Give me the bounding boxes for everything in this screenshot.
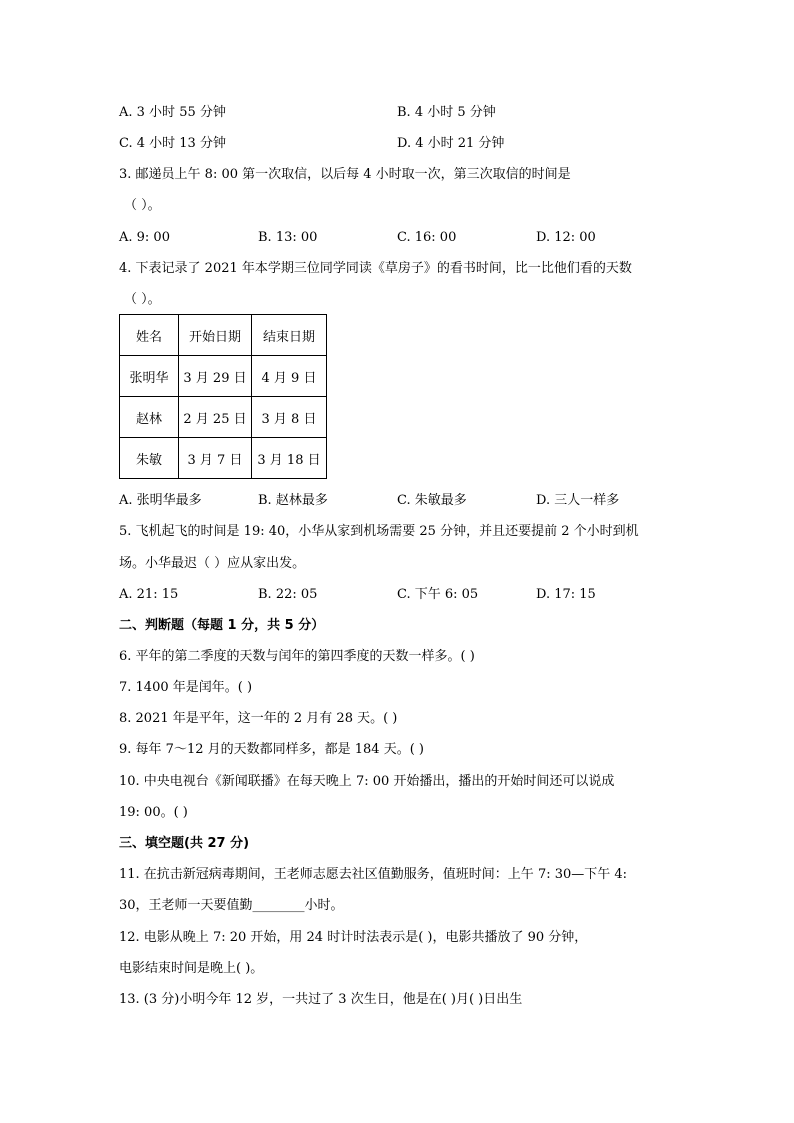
q4-blank: （ ）。 [124, 292, 161, 307]
table-cell: 张明华 [120, 356, 179, 397]
reading-table [119, 314, 327, 479]
q4-stem: 4. 下表记录了 2021 年本学期三位同学同读《草房子》的看书时间，比一比他们看的天数 [119, 261, 632, 276]
table-row [120, 397, 327, 438]
q3-option-b: B. 13: 00 [258, 230, 318, 245]
table-cell: 4 月 9 日 [252, 356, 327, 397]
table-cell: 赵林 [120, 397, 179, 438]
q5-option-d: D. 17: 15 [536, 587, 596, 602]
q2-option-a: A. 3 小时 55 分钟 [119, 105, 226, 120]
table-cell: 3 月 7 日 [179, 438, 252, 479]
q4-option-a: A. 张明华最多 [119, 493, 202, 508]
q6: 6. 平年的第二季度的天数与闰年的第四季度的天数一样多。( ) [119, 649, 475, 664]
table-cell: 2 月 25 日 [179, 397, 252, 438]
q2-option-c: C. 4 小时 13 分钟 [119, 136, 226, 151]
table-row [120, 356, 327, 397]
q3-blank: （ ）。 [124, 198, 161, 213]
table-row [120, 438, 327, 479]
table-cell: 3 月 18 日 [252, 438, 327, 479]
q5-stem-line2: 场。小华最迟（ ）应从家出发。 [119, 556, 306, 571]
q4-option-d: D. 三人一样多 [536, 493, 620, 508]
q12-line1: 12. 电影从晚上 7: 20 开始，用 24 时计时法表示是( )，电影共播放了 90 分钟， [119, 930, 588, 945]
table-header: 开始日期 [179, 315, 252, 356]
q2-option-b: B. 4 小时 5 分钟 [397, 105, 496, 120]
q12-line2: 电影结束时间是晚上( )。 [119, 961, 264, 976]
table-cell: 3 月 8 日 [252, 397, 327, 438]
q3-stem: 3. 邮递员上午 8: 00 第一次取信，以后每 4 小时取一次，第三次取信的时间是 [119, 167, 571, 182]
q8: 8. 2021 年是平年，这一年的 2 月有 28 天。( ) [119, 711, 398, 726]
q3-option-d: D. 12: 00 [536, 230, 596, 245]
q5-option-b: B. 22: 05 [258, 587, 318, 602]
table-cell: 3 月 29 日 [179, 356, 252, 397]
section2-title: 二、判断题（每题 1 分，共 5 分） [119, 618, 325, 633]
q11-line1: 11. 在抗击新冠病毒期间，王老师志愿去社区值勤服务，值班时间：上午 7: 30—下午 4: [119, 867, 628, 882]
q10-line1: 10. 中央电视台《新闻联播》在每天晚上 7: 00 开始播出，播出的开始时间还可以说成 [119, 774, 615, 789]
q11-line2: 30，王老师一天要值勤________小时。 [119, 898, 344, 913]
q5-stem-line1: 5. 飞机起飞的时间是 19: 40，小华从家到机场需要 25 分钟，并且还要提前 2 个小时到机 [119, 524, 639, 539]
table-header: 结束日期 [252, 315, 327, 356]
q3-option-a: A. 9: 00 [119, 230, 170, 245]
q5-option-c: C. 下午 6: 05 [397, 587, 479, 602]
q4-option-c: C. 朱敏最多 [397, 493, 467, 508]
q9: 9. 每年 7～12 月的天数都同样多，都是 184 天。( ) [119, 742, 424, 757]
section3-title: 三、填空题(共 27 分) [119, 836, 250, 851]
q4-option-b: B. 赵林最多 [258, 493, 328, 508]
q2-option-d: D. 4 小时 21 分钟 [397, 136, 505, 151]
q10-line2: 19: 00。( ) [119, 805, 188, 820]
q5-option-a: A. 21: 15 [119, 587, 179, 602]
table-header-row [120, 315, 327, 356]
q7: 7. 1400 年是闰年。( ) [119, 680, 253, 695]
q3-option-c: C. 16: 00 [397, 230, 457, 245]
q13: 13. (3 分)小明今年 12 岁，一共过了 3 次生日，他是在( )月( )日出生 [119, 992, 523, 1007]
table-header: 姓名 [120, 315, 179, 356]
table-cell: 朱敏 [120, 438, 179, 479]
